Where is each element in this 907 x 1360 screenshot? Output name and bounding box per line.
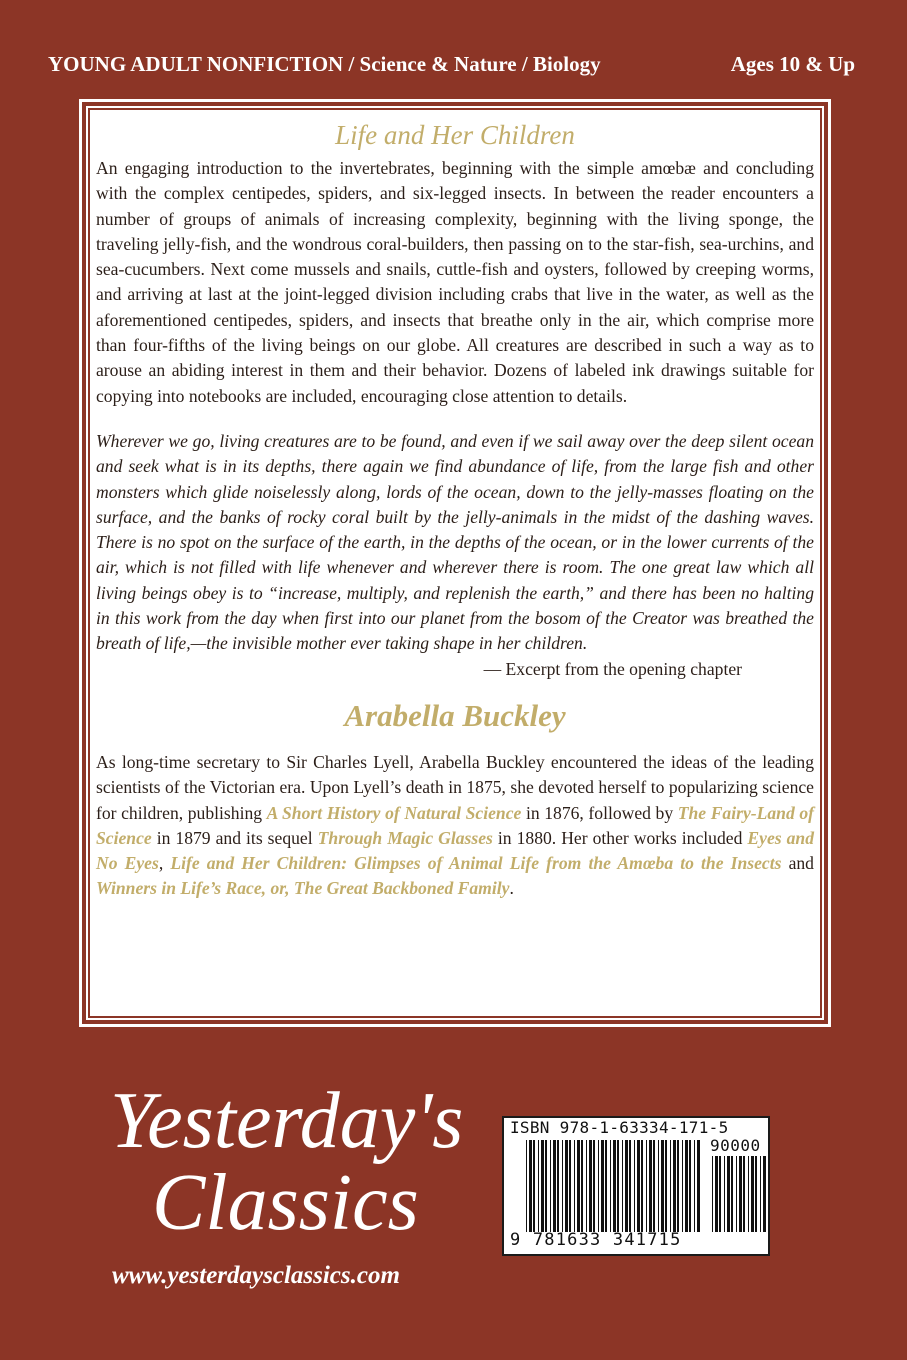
barcode-bar [529,1140,532,1232]
book-title: Life and Her Children [335,120,575,150]
bio-text: in 1880. Her other works included [492,827,748,848]
age-range-label: Ages 10 & Up [730,52,855,76]
barcode-bar [658,1140,659,1232]
barcode-bar [610,1140,611,1232]
barcode-bar [538,1140,539,1232]
barcode-bar [743,1156,745,1232]
work-title: Winners in Life’s Race, or, The Great Backboned Family [96,878,510,899]
bio-text: . [509,878,514,899]
work-title: A Short History of Natural Science [266,802,522,823]
barcode-bar [763,1156,766,1232]
barcode-bar [715,1156,718,1232]
bio-text: and [781,853,814,874]
barcode-bar [736,1156,737,1232]
barcode-bar [553,1140,556,1232]
isbn-label: ISBN 978-1-63334-171-5 [510,1118,729,1137]
ean-barcode-bars [526,1140,702,1232]
barcode-bar [629,1140,631,1232]
barcode-bar [677,1140,679,1232]
logo-line-1: Yesterday's [110,1077,464,1165]
barcode-bar [653,1140,655,1232]
work-title: Through Magic Glasses [317,827,493,848]
barcode-bar [685,1140,688,1232]
barcode-bar [724,1156,725,1232]
barcode-bar [689,1140,691,1232]
addon-barcode-bars [712,1156,766,1232]
barcode-bar [719,1156,721,1232]
ean-digits: 9 781633 341715 [510,1230,682,1250]
barcode-bar [755,1156,757,1232]
barcode-bar [586,1140,587,1232]
barcode-bar [760,1156,761,1232]
barcode-bar [565,1140,568,1232]
barcode-bar [613,1140,616,1232]
isbn-barcode [502,1116,770,1256]
barcode-bar [748,1156,749,1232]
barcode-bar [541,1140,544,1232]
book-description: An engaging introduction to the invertebrates, beginning with the simple amœbæ and concluding with the complex centipedes, spiders, and six-legged insects. In between the reader encounters a number of groups of animals of increasing complexity, beginning with the living sponge, the traveling jelly-fish, and the wondrous coral-builders, then passing on to the star-fish, sea-urchins, and sea-cucumbers. Next come mussels and snails, cuttle-fish and oysters, followed by creeping worms, and arriving at last at the joint-legged division including crabs that live in the water, as well as the aforementioned centipedes, spiders, and insects that breathe only in the air, which comprise more than four-fifths of the living beings on our globe. All creatures are described in such a way as to arouse an abiding interest in them and their behavior. Dozens of labeled ink drawings suitable for copying into notebooks are included, encouraging close attention to details. [96,158,814,406]
barcode-bar [601,1140,604,1232]
barcode-bar [526,1140,527,1232]
barcode-bar [637,1140,640,1232]
barcode-bar [739,1156,742,1232]
bio-text: in 1879 and its sequel [151,827,318,848]
author-name: Arabella Buckley [344,697,566,733]
barcode-bar [625,1140,628,1232]
barcode-bar [557,1140,559,1232]
barcode-bar [697,1140,700,1232]
barcode-bar [673,1140,676,1232]
barcode-bar [641,1140,643,1232]
barcode-bar [670,1140,671,1232]
text-panel [96,116,814,1010]
barcode-bar [727,1156,730,1232]
work-title: Eyes and No Eyes [96,827,814,874]
barcode-bar [593,1140,595,1232]
barcode-bar [665,1140,667,1232]
bio-text: , [158,853,171,874]
barcode-bar [617,1140,619,1232]
excerpt-quote: Wherever we go, living creatures are to be found, and even if we sail away over the deep silent ocean and seek what is in its depths, there again we find abundance of life, from the large fish and other monsters which glide noiselessly along, lords of the ocean, down to the jelly-masses floating on the surface, and the banks of rocky coral built by the jelly-animals in the midst of the dashing waves. There is no spot on the surface of the earth, in the depths of the ocean, or in the lower currents of the air, which is not filled with life whenever and wherever there is room. The one great law which all living beings obey is to “increase, multiply, and replenish the earth,” and there has been no halting in this work from the day when first into our planet from the bosom of the Creator was breathed the breath of life,—the invisible mother ever taking shape in her children. [96,430,814,654]
barcode-bar [661,1140,664,1232]
barcode-bar [682,1140,683,1232]
category-label: YOUNG ADULT NONFICTION / Science & Nature / Biology [48,52,601,76]
excerpt-attribution: — Excerpt from the opening chapter [483,658,742,679]
barcode-bar [562,1140,563,1232]
barcode-bar [634,1140,635,1232]
barcode-bar [712,1156,713,1232]
barcode-bar [649,1140,652,1232]
work-title: Life and Her Children: Glimpses of Animal Life from the Amœba to the Insects [170,853,782,874]
work-title: The Fairy-Land of Science [96,802,815,848]
barcode-bar [589,1140,592,1232]
logo-line-2: Classics [152,1159,419,1247]
barcode-bar [545,1140,547,1232]
barcode-bar [731,1156,733,1232]
barcode-bar [577,1140,580,1232]
barcode-bar [646,1140,647,1232]
barcode-bar [694,1140,695,1232]
publisher-logo [110,1077,464,1247]
barcode-bar [569,1140,571,1232]
barcode-bar [605,1140,607,1232]
barcode-bar [550,1140,551,1232]
bio-text: As long-time secretary to Sir Charles Lyell, Arabella Buckley encountered the ideas of the leading scientists of the Victorian era. Upon Lyell’s death in 1875, she devoted herself to popularizing science for children, publishing [96,751,814,823]
barcode-bar [751,1156,754,1232]
barcode-bar [533,1140,535,1232]
barcode-bar [574,1140,575,1232]
bio-text: in 1876, followed by [521,802,678,823]
barcode-bar [622,1140,623,1232]
barcode-bar [581,1140,583,1232]
author-bio [96,750,814,902]
publisher-url: www.yesterdaysclassics.com [112,1262,400,1289]
barcode-bar [598,1140,599,1232]
price-code: 90000 [710,1136,761,1155]
